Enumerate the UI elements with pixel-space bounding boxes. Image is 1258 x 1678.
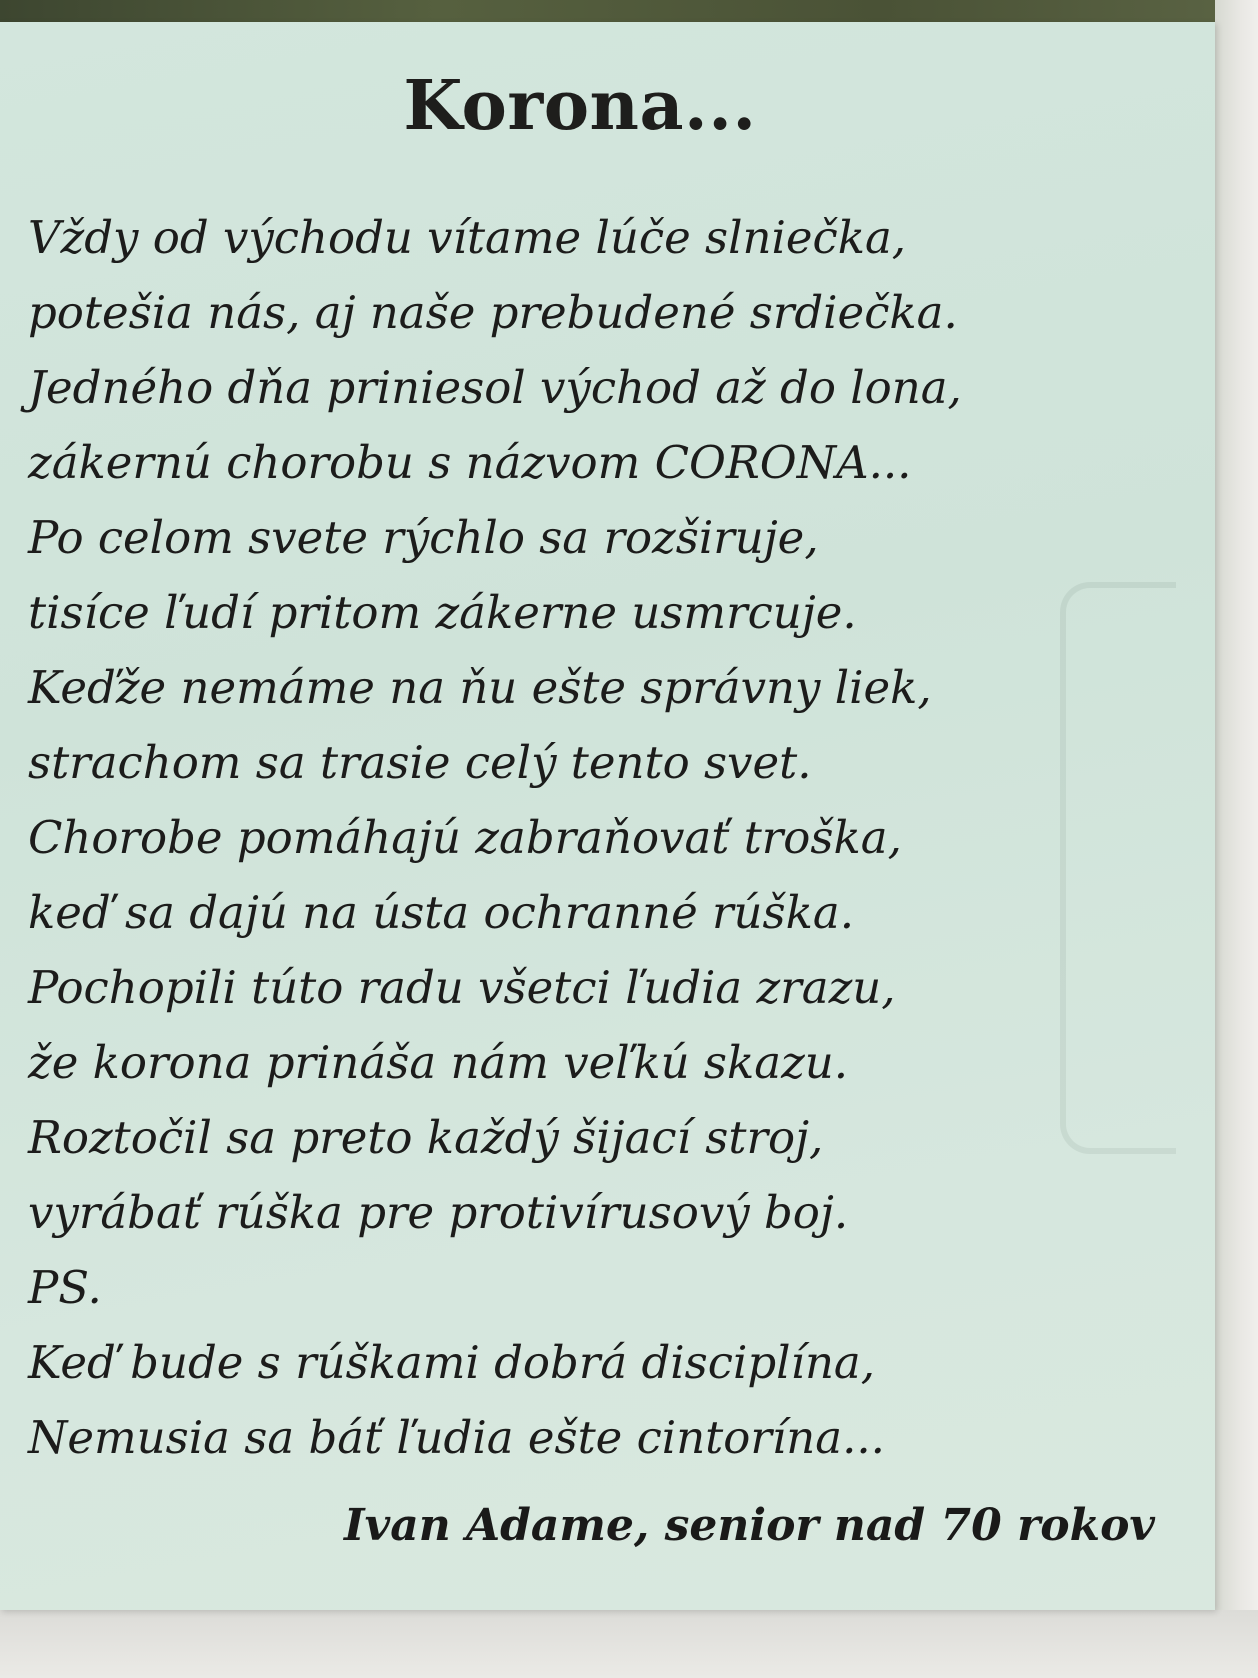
poem-line: zákernú chorobu s názvom CORONA... <box>28 436 912 489</box>
poem-line: Keďže nemáme na ňu ešte správny liek, <box>28 661 932 714</box>
poem-line: strachom sa trasie celý tento svet. <box>28 736 812 789</box>
poem-line: Keď bude s rúškami dobrá disciplína, <box>28 1336 876 1389</box>
poem-line-ps: PS. <box>28 1261 102 1314</box>
poem-line: Jedného dňa priniesol východ až do lona, <box>28 361 962 414</box>
poem-line: Roztočil sa preto každý šijací stroj, <box>28 1111 824 1164</box>
photo-right-background <box>1215 0 1258 1678</box>
photo-bottom-background <box>0 1610 1258 1678</box>
poem-line: potešia nás, aj naše prebudené srdiečka. <box>28 286 958 339</box>
newspaper-clipping <box>0 22 1215 1610</box>
poem-body <box>28 200 1178 1475</box>
poem-line: keď sa dajú na ústa ochranné rúška. <box>28 886 855 939</box>
photo-top-background <box>0 0 1258 22</box>
author-signature: Ivan Adame, senior nad 70 rokov <box>344 1500 1155 1551</box>
poem-line: že korona prináša nám veľkú skazu. <box>28 1036 849 1089</box>
poem-line: Chorobe pomáhajú zabraňovať troška, <box>28 811 902 864</box>
poem-line: Vždy od východu vítame lúče slniečka, <box>28 211 907 264</box>
poem-line: Pochopili túto radu všetci ľudia zrazu, <box>28 961 896 1014</box>
poem-line: vyrábať rúška pre protivírusový boj. <box>28 1186 849 1239</box>
poem-line: Nemusia sa báť ľudia ešte cintorína... <box>28 1411 885 1464</box>
poem-line: tisíce ľudí pritom zákerne usmrcuje. <box>28 586 857 639</box>
poem-line: Po celom svete rýchlo sa rozširuje, <box>28 511 819 564</box>
poem-title: Korona... <box>403 66 757 146</box>
